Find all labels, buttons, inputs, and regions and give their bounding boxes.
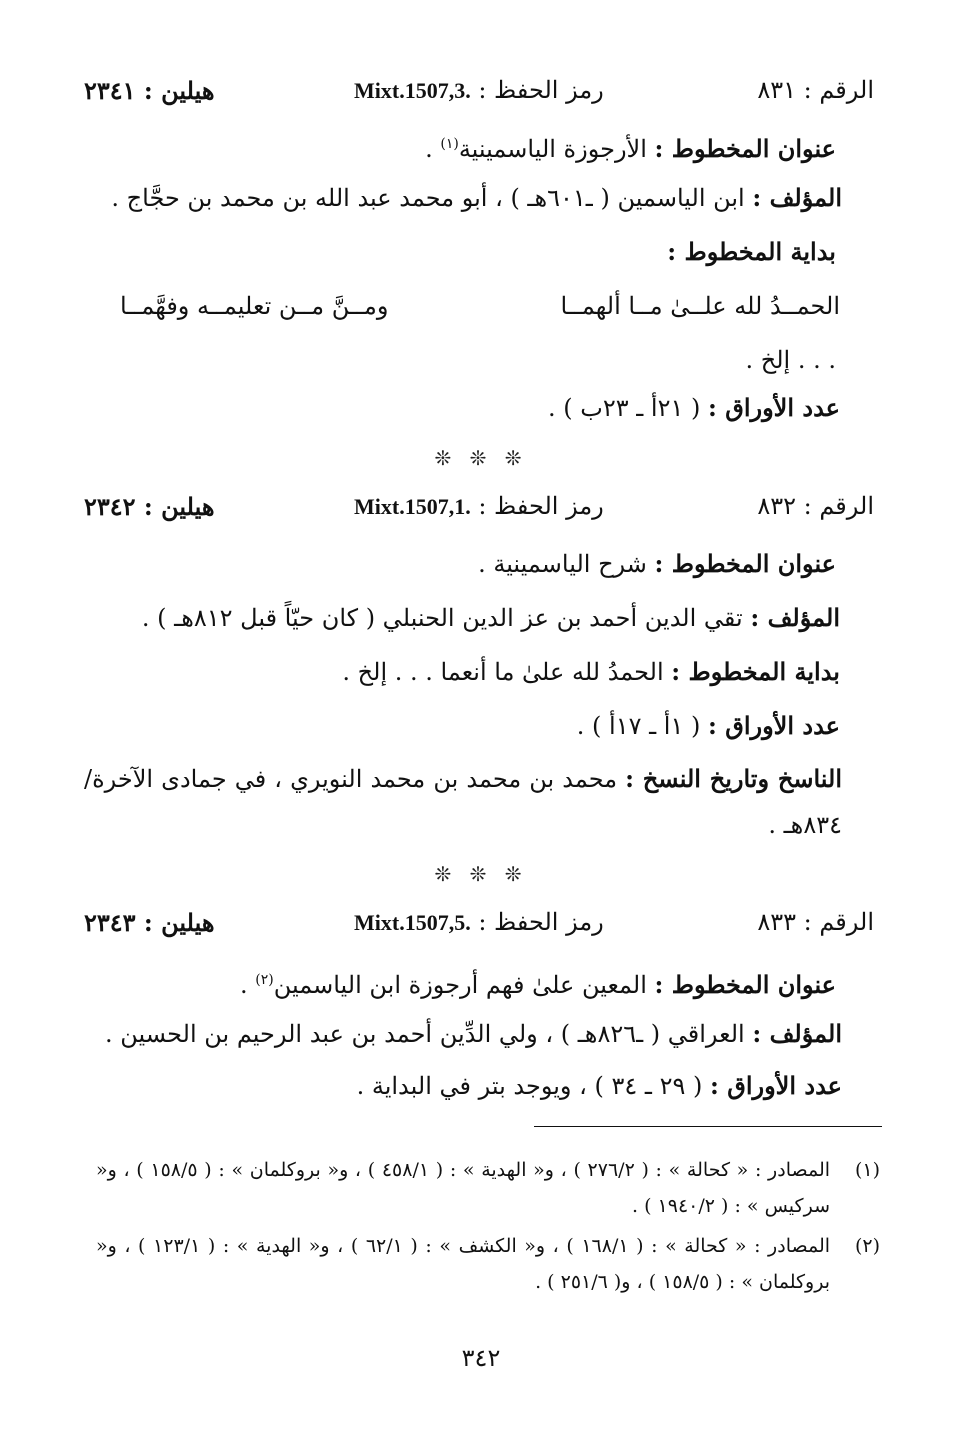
footnote-ref: (٢)	[255, 972, 274, 988]
folios-line	[84, 388, 840, 428]
title-label: عنوان المخطوط :	[654, 134, 836, 163]
footnote-number: (٢)	[854, 1235, 880, 1257]
title-value: الأرجوزة الياسمينية	[458, 135, 647, 163]
shelf-mark-label: رمز الحفظ :	[478, 908, 604, 936]
author-value: تقي الدين أحمد بن عز الدين الحنبلي ( كان حيّاً قبل ٨١٢هـ ) .	[141, 604, 743, 632]
author-label: المؤلف :	[752, 183, 842, 212]
author-line	[84, 598, 840, 638]
title-line	[84, 960, 836, 1005]
folios-label: عدد الأوراق :	[710, 1071, 842, 1100]
folios-label: عدد الأوراق :	[708, 393, 840, 422]
shelf-mark-value: Mixt.1507,1.	[354, 494, 471, 519]
shelf-mark-value: Mixt.1507,5.	[354, 910, 471, 935]
helin-number: هيلين : ٢٣٤٢	[84, 492, 215, 521]
shelf-mark	[354, 76, 604, 104]
verse-second-hemistich: ومــنَّ مــن تعليمــه وفهَّمــا	[120, 292, 389, 320]
verse-etc: . . . إلخ .	[745, 346, 836, 374]
entry-number: الرقم : ٨٣١	[757, 76, 874, 104]
footnote-text: المصادر : « كحالة » : ( ٢٧٦/٢ ) ، و« الهدية » : ( ٤٥٨/١ ) ، و« بروكلمان » : ( ١٥٨/٥ ) ، و« سركيس » : ( ١٩٤٠/٢ ) .	[96, 1159, 831, 1217]
footnote-divider	[534, 1126, 882, 1127]
footnote	[96, 1152, 880, 1224]
copyist-label: الناسخ وتاريخ النسخ :	[625, 764, 842, 793]
title-label: عنوان المخطوط :	[654, 970, 836, 999]
copyist-line	[84, 756, 842, 848]
author-value: العراقي ( ـ٨٢٦هـ ) ، ولي الدِّين أحمد بن عبد الرحيم بن الحسين .	[104, 1020, 745, 1048]
footnote-number: (١)	[854, 1159, 880, 1181]
section-separator: ❊ ❊ ❊	[434, 862, 528, 886]
footnote-ref: (١)	[440, 136, 459, 152]
author-line	[84, 1014, 842, 1054]
helin-number: هيلين : ٢٣٤١	[84, 76, 215, 105]
copyist-value: محمد بن محمد بن محمد النويري ، في جمادى الآخرة/ ٨٣٤هـ .	[84, 765, 842, 839]
title-label: عنوان المخطوط :	[654, 549, 836, 578]
incipit-value: الحمدُ لله علىٰ ما أنعما . . . إلخ .	[342, 658, 664, 686]
author-label: المؤلف :	[752, 1019, 842, 1048]
incipit-label: بداية المخطوط :	[667, 237, 836, 266]
folios-line	[84, 706, 840, 746]
folios-value: ( ٢٩ ـ ٣٤ ) ، ويوجد بتر في البداية .	[356, 1072, 703, 1100]
title-end: .	[239, 971, 248, 999]
author-value: ابن الياسمين ( ـ٦٠١هـ ) ، أبو محمد عبد الله بن محمد بن حجَّاج .	[111, 184, 745, 212]
author-label: المؤلف :	[750, 603, 840, 632]
title-end: .	[425, 135, 433, 163]
footnote	[96, 1228, 880, 1300]
verse-first-hemistich: الحمــدُ لله علــىٰ مــا ألهمــا	[560, 292, 840, 320]
entry-header	[84, 908, 874, 948]
title-line	[84, 544, 836, 584]
shelf-mark-label: رمز الحفظ :	[478, 492, 604, 520]
shelf-mark	[354, 492, 604, 520]
incipit-label: بداية المخطوط :	[671, 657, 840, 686]
shelf-mark-label: رمز الحفظ :	[478, 76, 604, 104]
title-value: المعين علىٰ فهم أرجوزة ابن الياسمين	[273, 971, 647, 999]
entry-header	[84, 492, 874, 532]
folios-label: عدد الأوراق :	[708, 711, 840, 740]
page-number: ٣٤٢	[461, 1344, 501, 1372]
verse-line	[120, 286, 840, 326]
author-line	[84, 178, 842, 218]
entry-number: الرقم : ٨٣٣	[757, 908, 874, 936]
entry-header	[84, 76, 874, 116]
entry-number: الرقم : ٨٣٢	[757, 492, 874, 520]
footnote-text: المصادر : « كحالة » : ( ١٦٨/١ ) ، و« الكشف » : ( ٦٢/١ ) ، و« الهدية » : ( ١٢٣/١ ) ، و« بروكلمان » : ( ١٥٨/٥ ) ، و( ٢٥١/٦ ) .	[96, 1235, 831, 1293]
incipit-line	[84, 652, 840, 692]
helin-number: هيلين : ٢٣٤٣	[84, 908, 215, 937]
title-line	[84, 124, 836, 169]
folios-line	[84, 1066, 842, 1106]
folios-value: ( ١أ ـ ١٧أ ) .	[576, 712, 701, 740]
folios-value: ( ٢١أ ـ ٢٣ب ) .	[547, 394, 701, 422]
shelf-mark-value: Mixt.1507,3.	[354, 78, 471, 103]
incipit-line	[84, 232, 836, 272]
title-value: شرح الياسمينية .	[478, 550, 647, 578]
shelf-mark	[354, 908, 604, 936]
section-separator: ❊ ❊ ❊	[434, 446, 528, 470]
